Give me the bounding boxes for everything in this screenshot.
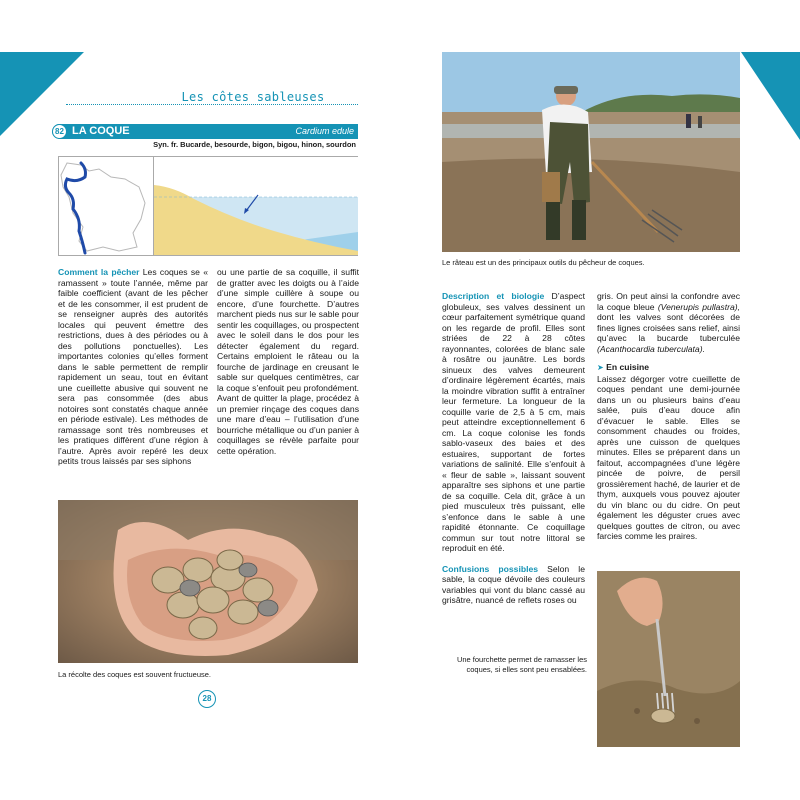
fishing-method-text bbox=[58, 267, 208, 467]
confusions-body-2a: gris. On peut ainsi la confondre avec la coque bleue bbox=[597, 291, 740, 312]
confusions-body: Selon le sable, la coque dévoile des couleurs variables qui vont du blanc cassé au grisâtre, nuancé de reflets roses ou bbox=[442, 563, 585, 605]
species-name-venerupis: (Venerupis pullastra), bbox=[657, 301, 741, 312]
header-divider bbox=[66, 104, 358, 105]
species-synonyms: Syn. fr. Bucarde, besourde, bigon, bigou, hinon, sourdon bbox=[153, 140, 356, 149]
fishing-method-body-2: ou une partie de sa coquille, il suffit de gratter avec les doigts ou à l’aide d’une simple cuillère à soupe ou encore, d’une fourchette. D’autres marchent pieds nus sur le sable pour sentir les coquillages, ou prospectent avec le soleil dans le dos pour les détecter également du regard. Certains emploient le râteau ou la fourche de jardinage en creusant le sable sur quelques centimètres, car la coque s’enfouit peu profondément. Avant de quitter la plage, procédez à un premier rinçage des coques dans une mare d’eau – l’utilisation d’une bourriche métallique ou d’un panier à coquillages se révèle parfaite pour cette opération. bbox=[217, 267, 359, 456]
habitat-diagram bbox=[154, 156, 358, 256]
description-body: D’aspect globuleux, ses valves dessinent un cœur parfaitement symétrique quand on les regarde de profil. Elles sont striées de 22 à 28 côtes rayonnantes, colorées de blanc sale à rosâtre ou jaunâtre. Les bords sinueux des valves demeurent d’ordinaire légèrement écartés, mais la moindre vibration suffit à entraîner leur fermeture. La longueur de la coquille varie de 2,5 à 5 cm, mais peut atteindre exceptionnellement 6 cm. La coque colonise les fonds sablo-vaseux des baies et des estuaires, supportant de fortes variations de salinité. Elle s’enfouit à « fleur de sable », laissant souvent apparaître ses siphons et une partie de sa coquille. Cela dit, grâce à un pied musculeux très puissant, elle s’enfonce dans le sable à une rapidité étonnante. Ce coquillage commun sur tout notre littoral se reproduit en été. bbox=[442, 291, 585, 553]
fishing-method-body: Les coques se « ramassent » toute l’année, même par faible coefficient (avant de les pêcher et de les consommer, il est prudent de se renseigner auprès des autorités locales qui peuvent émettre des restrictions, dues à des périodes ou à des pollutions ponctuelles). Les importantes colonies qu’elles forment dans le sable permettent de remplir rapidement un seau, tout en évitant une cueillette abusive qui souvent ne sera pas consommée (des abus notoires sont constatés chaque année en période estivale). Les méthodes de ramassage sont très nombreuses et les pratiques diffèrent d’une région à l’autre. Après avoir repéré les deux petits trous laissés par ses siphons bbox=[58, 267, 208, 466]
confusions-heading: Confusions possibles bbox=[442, 563, 539, 574]
corner-decoration-right bbox=[741, 52, 800, 140]
page-number: 28 bbox=[198, 690, 216, 708]
species-name: LA COQUE bbox=[72, 125, 130, 137]
cuisine-body: Laissez dégorger votre cueillette de coques pendant une demi-journée dans un ou plusieurs bains d’eau salée, puis d’eau douce afin d’évacuer le sable. Elles se consomment chaudes ou froides, après une cuisson de quelques minutes. Elles se préparent dans un faitout, accompagnées d’une légère pincée de poivre, de persil grossièrement haché, de laurier et de thym, auxquels vous pouvez ajouter du vin blanc ou du cidre. On peut également les déguster crues avec quelques gouttes de citron, ou avec farcies comme les praires. bbox=[597, 373, 740, 541]
confusions-continued bbox=[597, 291, 740, 542]
chapter-title: Les côtes sableuses bbox=[181, 90, 325, 104]
hands-cockles-photo bbox=[58, 500, 358, 663]
caption-rake: Le râteau est un des principaux outils du pêcheur de coques. bbox=[442, 258, 645, 267]
fishing-method-heading: Comment la pêcher bbox=[58, 267, 140, 277]
species-latin-name: Cardium edule bbox=[295, 126, 354, 136]
description-text bbox=[442, 291, 585, 606]
rake-fisherman-photo bbox=[442, 52, 740, 252]
species-number: 82 bbox=[52, 124, 67, 139]
fishing-method-continued bbox=[217, 267, 359, 456]
distribution-map bbox=[58, 156, 154, 256]
description-heading: Description et biologie bbox=[442, 291, 545, 301]
fork-sand-photo bbox=[597, 571, 740, 747]
species-name-acanthocardia: (Acanthocardia tuberculata). bbox=[597, 343, 705, 354]
cuisine-heading: En cuisine bbox=[606, 362, 650, 372]
caption-fork: Une fourchette permet de ramasser les coques, si elles sont peu ensablées. bbox=[456, 655, 587, 674]
confusions-body-2b: dont les valves sont décorées de fines lignes croisées sans relief, ainsi qu’avec la bucarde tuberculée bbox=[597, 312, 740, 343]
habitat-profile-icon bbox=[154, 157, 358, 255]
arrow-icon: ➤ bbox=[597, 363, 604, 372]
france-map-icon bbox=[59, 157, 153, 255]
caption-hands: La récolte des coques est souvent fructueuse. bbox=[58, 670, 212, 679]
